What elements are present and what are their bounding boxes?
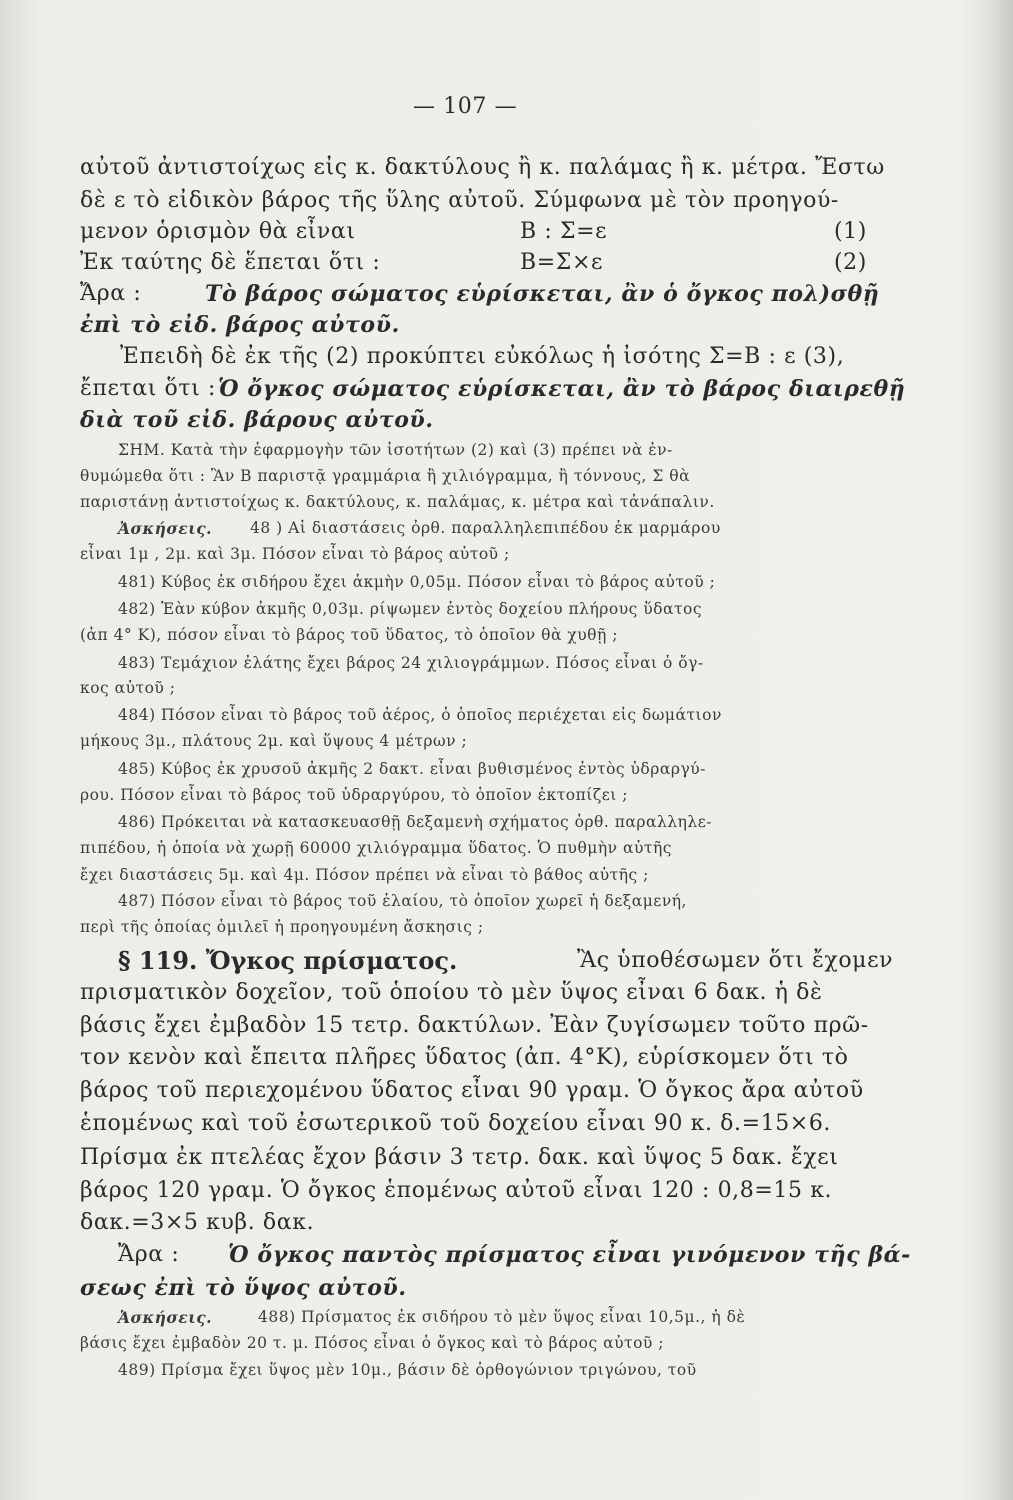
- exercise-line: 481) Κύβος ἐκ σιδήρου ἔχει ἀκμὴν 0,05μ. Πόσον εἶναι τὸ βάρος αὐτοῦ ;: [118, 573, 716, 591]
- exercises-label: Ἀσκήσεις.: [118, 519, 213, 538]
- exercise-line: 483) Τεμάχιον ἐλάτης ἔχει βάρος 24 χιλιογράμμων. Πόσος εἶναι ὁ ὄγ-: [118, 654, 704, 672]
- exercise-line: 48 ) Αἱ διαστάσεις ὀρθ. παραλληλεπιπέδου ἐκ μαρμάρου: [250, 519, 721, 537]
- equation-number-1: (1): [834, 219, 867, 244]
- text-line: Ἄρα :: [118, 1242, 180, 1267]
- formula-2: Β=Σ×ε: [520, 250, 603, 275]
- page-edge-shadow: [985, 0, 1013, 1500]
- text-line: μενον ὁρισμὸν θὰ εἶναι: [80, 219, 356, 244]
- text-line: Πρίσμα ἐκ πτελέας ἔχον βάσιν 3 τετρ. δακ. καὶ ὕψος 5 δακ. ἔχει: [80, 1145, 839, 1170]
- equation-number-2: (2): [834, 250, 867, 275]
- note-line: ΣΗΜ. Κατὰ τὴν ἐφαρμογὴν τῶν ἰσοτήτων (2) καὶ (3) πρέπει νὰ ἐν-: [118, 441, 673, 459]
- rule-statement: σεως ἐπὶ τὸ ὕψος αὐτοῦ.: [80, 1275, 407, 1301]
- text-line: Ἂς ὑποθέσωμεν ὅτι ἔχομεν: [577, 948, 894, 973]
- text-line: βάρος 120 γραμ. Ὁ ὄγκος ἑπομένως αὐτοῦ εἶναι 120 : 0,8=15 κ.: [80, 1178, 833, 1203]
- exercise-line: πιπέδου, ἡ ὁποία νὰ χωρῇ 60000 χιλιόγραμμα ὕδατος. Ὁ πυθμὴν αὐτῆς: [80, 839, 672, 857]
- text-line: ἔπεται ὅτι :: [80, 376, 216, 401]
- text-line: ἑπομένως καὶ τοῦ ἐσωτερικοῦ τοῦ δοχείου εἶναι 90 κ. δ.=15×6.: [80, 1111, 832, 1136]
- exercise-line: ἔχει διαστάσεις 5μ. καὶ 4μ. Πόσον πρέπει νὰ εἶναι τὸ βάθος αὐτῆς ;: [80, 866, 649, 884]
- exercise-line: κος αὐτοῦ ;: [80, 679, 176, 697]
- text-line: Ἐκ ταύτης δὲ ἕπεται ὅτι :: [80, 250, 381, 275]
- exercise-line: 488) Πρίσματος ἐκ σιδήρου τὸ μὲν ὕψος εἶναι 10,5μ., ἡ δὲ: [258, 1308, 746, 1326]
- rule-statement: ἐπὶ τὸ εἰδ. βάρος αὐτοῦ.: [80, 312, 400, 338]
- formula-1: Β : Σ=ε: [520, 219, 608, 244]
- text-line: δακ.=3×5 κυβ. δακ.: [80, 1210, 315, 1235]
- exercise-line: 486) Πρόκειται νὰ κατασκευασθῇ δεξαμενὴ σχήματος ὀρθ. παραλληλε-: [118, 813, 712, 831]
- text-line: πρισματικὸν δοχεῖον, τοῦ ὁποίου τὸ μὲν ὕψος εἶναι 6 δακ. ἡ δὲ: [80, 980, 823, 1005]
- text-line: τον κενὸν καὶ ἔπειτα πλῆρες ὕδατος (ἀπ. 4°Κ), εὑρίσκομεν ὅτι τὸ: [80, 1045, 849, 1070]
- exercise-line: 482) Ἐὰν κύβον ἀκμῆς 0,03μ. ρίψωμεν ἐντὸς δοχείου πλήρους ὕδατος: [118, 600, 703, 618]
- exercise-line: (ἀπ 4° Κ), πόσον εἶναι τὸ βάρος τοῦ ὕδατος, τὸ ὁποῖον θὰ χυθῇ ;: [80, 626, 618, 644]
- text-line: δὲ ε τὸ εἰδικὸν βάρος τῆς ὕλης αὐτοῦ. Σύμφωνα μὲ τὸν προηγού-: [80, 188, 839, 213]
- exercise-line: μήκους 3μ., πλάτους 2μ. καὶ ὕψους 4 μέτρων ;: [80, 732, 468, 750]
- rule-statement: διὰ τοῦ εἰδ. βάρους αὐτοῦ.: [80, 407, 434, 433]
- page-number: — 107 —: [413, 94, 518, 119]
- text-line: βάρος τοῦ περιεχομένου ὕδατος εἶναι 90 γραμ. Ὁ ὄγκος ἄρα αὐτοῦ: [80, 1078, 864, 1103]
- exercise-line: 484) Πόσον εἶναι τὸ βάρος τοῦ ἀέρος, ὁ ὁποῖος περιέχεται εἰς δωμάτιον: [118, 706, 722, 724]
- exercise-line: βάσις ἔχει ἐμβαδὸν 20 τ. μ. Πόσος εἶναι ὁ ὄγκος καὶ τὸ βάρος αὐτοῦ ;: [80, 1334, 664, 1352]
- rule-statement: Ὁ ὄγκος σώματος εὑρίσκεται, ἂν τὸ βάρος διαιρεθῇ: [218, 376, 906, 402]
- exercises-label: Ἀσκήσεις.: [118, 1308, 213, 1327]
- exercise-line: 489) Πρίσμα ἔχει ὕψος μὲν 10μ., βάσιν δὲ ὀρθογώνιον τριγώνου, τοῦ: [118, 1361, 697, 1379]
- exercise-line: ρου. Πόσον εἶναι τὸ βάρος τοῦ ὑδραργύρου, τὸ ὁποῖον ἐκτοπίζει ;: [80, 786, 629, 804]
- rule-statement: Ὁ ὄγκος παντὸς πρίσματος εἶναι γινόμενον τῆς βά-: [228, 1242, 911, 1268]
- section-heading: § 119. Ὄγκος πρίσματος.: [118, 946, 458, 975]
- note-line: θυμώμεθα ὅτι : Ἂν Β παριστᾷ γραμμάρια ἢ χιλιόγραμμα, ἢ τόννους, Σ θὰ: [80, 467, 691, 485]
- rule-statement: Τὸ βάρος σώματος εὑρίσκεται, ἂν ὁ ὄγκος πολ)σθῇ: [205, 281, 880, 307]
- text-line: βάσις ἔχει ἐμβαδὸν 15 τετρ. δακτύλων. Ἐὰν ζυγίσωμεν τοῦτο πρῶ-: [80, 1013, 869, 1038]
- note-line: παριστάνῃ ἀντιστοίχως κ. δακτύλους, κ. παλάμας, κ. μέτρα καὶ τἀνάπαλιν.: [80, 493, 715, 511]
- exercise-line: 487) Πόσον εἶναι τὸ βάρος τοῦ ἐλαίου, τὸ ὁποῖον χωρεῖ ἡ δεξαμενή,: [118, 892, 687, 910]
- exercise-line: 485) Κύβος ἐκ χρυσοῦ ἀκμῆς 2 δακτ. εἶναι βυθισμένος ἐντὸς ὑδραργύ-: [118, 760, 706, 778]
- text-line: Ἐπειδὴ δὲ ἐκ τῆς (2) προκύπτει εὐκόλως ἡ ἰσότης Σ=Β : ε (3),: [120, 344, 845, 369]
- exercise-line: περὶ τῆς ὁποίας ὁμιλεῖ ἡ προηγουμένη ἄσκησις ;: [80, 918, 484, 936]
- exercise-line: εἶναι 1μ , 2μ. καὶ 3μ. Πόσον εἶναι τὸ βάρος αὐτοῦ ;: [80, 545, 510, 563]
- text-line: Ἄρα :: [80, 281, 142, 306]
- text-line: αὐτοῦ ἀντιστοίχως εἰς κ. δακτύλους ἢ κ. παλάμας ἢ κ. μέτρα. Ἔστω: [80, 155, 885, 180]
